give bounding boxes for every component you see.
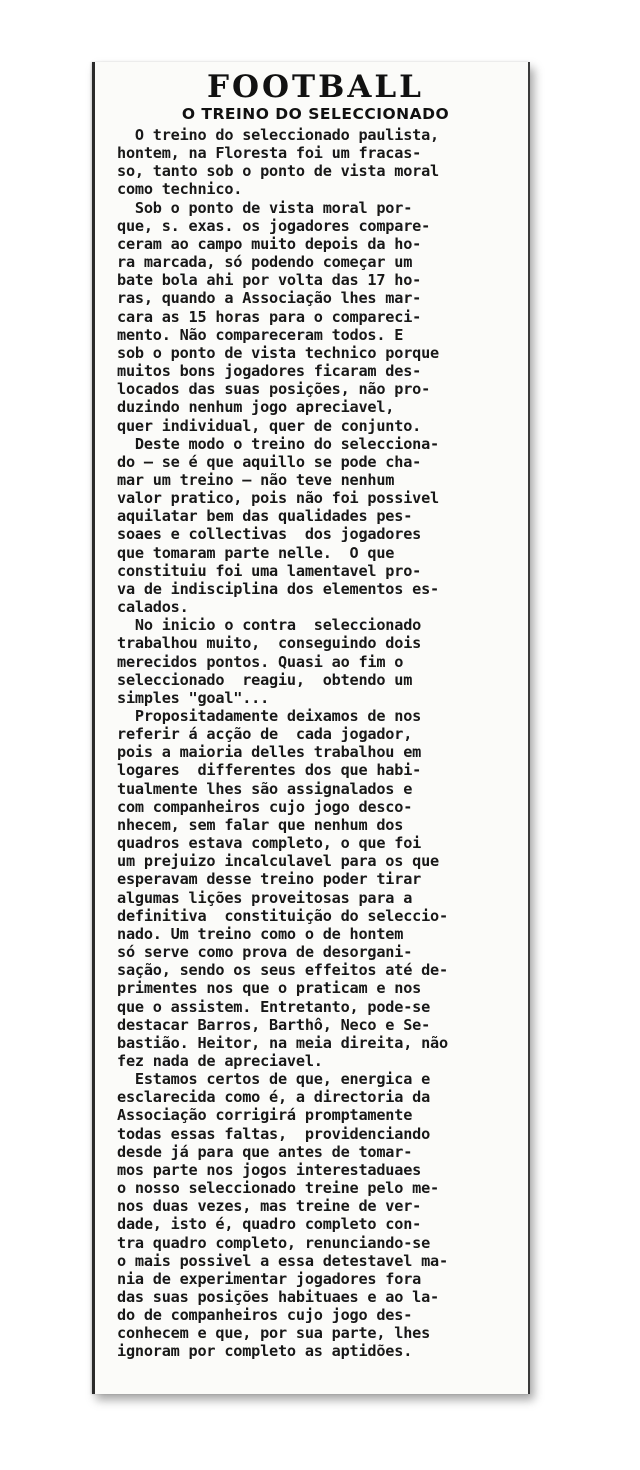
article-line: trabalhou muito, conseguindo dois xyxy=(117,634,422,653)
article-line: so, tanto sob o ponto de vista moral xyxy=(117,162,439,181)
article-line: tra quadro completo, renunciando-se xyxy=(117,1233,431,1252)
article-line: primentes nos que o praticam e nos xyxy=(117,979,422,998)
article-line: constituiu foi uma lamentavel pro- xyxy=(117,561,422,580)
article-line: só serve como prova de desorgani- xyxy=(117,943,413,962)
article-line: algumas lições proveitosas para a xyxy=(117,888,413,907)
article-line: Associação corrigirá promptamente xyxy=(117,1106,413,1125)
article-line: sob o ponto de vista technico porque xyxy=(117,343,439,362)
article-line: Deste modo o treino do selecciona- xyxy=(117,434,439,453)
article-line: calados. xyxy=(117,598,189,617)
article-line: merecidos pontos. Quasi ao fim o xyxy=(117,652,404,671)
article-line: simples "goal"... xyxy=(117,688,270,707)
article-line: destacar Barros, Barthô, Neco e Se- xyxy=(117,1015,431,1034)
article-line: nado. Um treino como o de hontem xyxy=(117,924,404,943)
article-line: esperavam desse treino poder tirar xyxy=(117,870,422,889)
subheadline: O TREINO DO SELECCIONADO xyxy=(181,105,450,123)
article-line: esclarecida como é, a directoria da xyxy=(117,1088,431,1107)
article-line: O treino do seleccionado paulista, xyxy=(117,126,439,144)
article-line: fez nada de apreciavel. xyxy=(117,1051,323,1070)
article-line: um prejuizo incalculavel para os que xyxy=(117,852,439,871)
article-line: ignoram por completo as aptidões. xyxy=(117,1342,413,1361)
article-line: logares differentes dos que habi- xyxy=(117,761,422,780)
article-line: que, s. exas. os jogadores compare- xyxy=(117,216,431,235)
article-line: mento. Não compareceram todos. E xyxy=(117,325,404,344)
newspaper-clipping xyxy=(92,62,530,1394)
article-line: nos duas vezes, mas treine de ver- xyxy=(117,1197,422,1216)
article-line: Sob o ponto de vista moral por- xyxy=(117,198,413,217)
article-line: o nosso seleccionado treine pelo me- xyxy=(117,1179,439,1198)
article-line: mar um treino — não teve nenhum xyxy=(117,470,395,489)
article-line: nhecem, sem falar que nenhum dos xyxy=(117,815,404,834)
article-line: seleccionado reagiu, obtendo um xyxy=(117,670,413,689)
article-line: locados das suas posições, não pro- xyxy=(117,380,431,399)
article-line: conhecem e que, por sua parte, lhes xyxy=(117,1324,431,1343)
article-line: Propositadamente deixamos de nos xyxy=(117,707,422,725)
article-line: que o assistem. Entretanto, pode-se xyxy=(117,997,431,1016)
article-line: duzindo nenhum jogo apreciavel, xyxy=(117,398,395,417)
article-body xyxy=(117,126,514,1361)
article-line: das suas posições habituaes e ao la- xyxy=(117,1288,439,1306)
article-line: o mais possivel a essa detestavel ma- xyxy=(117,1251,448,1270)
article-line: ras, quando a Associação lhes mar- xyxy=(117,289,422,308)
article-line: quer individual, quer de conjunto. xyxy=(117,416,422,435)
article-line: Estamos certos de que, energica e xyxy=(117,1070,431,1089)
article-line: sação, sendo os seus effeitos até de- xyxy=(117,961,448,980)
article-line: soaes e collectivas dos jogadores xyxy=(117,525,422,544)
article-line: valor pratico, pois não foi possivel xyxy=(117,489,439,508)
article-line: ra marcada, só podendo começar um xyxy=(117,253,413,272)
article-line: desde já para que antes de tomar- xyxy=(117,1142,413,1161)
article-line: com companheiros cujo jogo desco- xyxy=(117,797,413,816)
article-line: tualmente lhes são assignalados e xyxy=(117,779,413,798)
article-line: bate bola ahi por volta das 17 ho- xyxy=(117,271,422,290)
article-line: dade, isto é, quadro completo con- xyxy=(117,1215,422,1234)
article-line: nia de experimentar jogadores fora xyxy=(117,1269,422,1288)
article-line: ceram ao campo muito depois da ho- xyxy=(117,234,422,253)
article-line: No inicio o contra seleccionado xyxy=(117,616,422,635)
headline: FOOTBALL xyxy=(207,69,424,105)
article-line: quadros estava completo, o que foi xyxy=(117,834,422,853)
article-line: va de indisciplina dos elementos es- xyxy=(117,579,439,598)
article-line: hontem, na Floresta foi um fracas- xyxy=(117,144,422,163)
article-line: cara as 15 horas para o compareci- xyxy=(117,307,422,326)
article-line: todas essas faltas, providenciando xyxy=(117,1124,431,1143)
article-line: do — se é que aquillo se pode cha- xyxy=(117,452,422,471)
article-line: como technico. xyxy=(117,180,243,199)
article-line: que tomaram parte nelle. O que xyxy=(117,543,395,562)
article-line: pois a maioria delles trabalhou em xyxy=(117,743,422,762)
article-line: definitiva constituição do seleccio- xyxy=(117,906,448,925)
article-line: muitos bons jogadores ficaram des- xyxy=(117,362,422,381)
article-line: aquilatar bem das qualidades pes- xyxy=(117,507,413,526)
article-line: bastião. Heitor, na meia direita, não xyxy=(117,1033,448,1052)
article-line: do de companheiros cujo jogo des- xyxy=(117,1306,413,1325)
article-line: mos parte nos jogos interestaduaes xyxy=(117,1160,422,1179)
article-line: referir á acção de cada jogador, xyxy=(117,725,413,744)
